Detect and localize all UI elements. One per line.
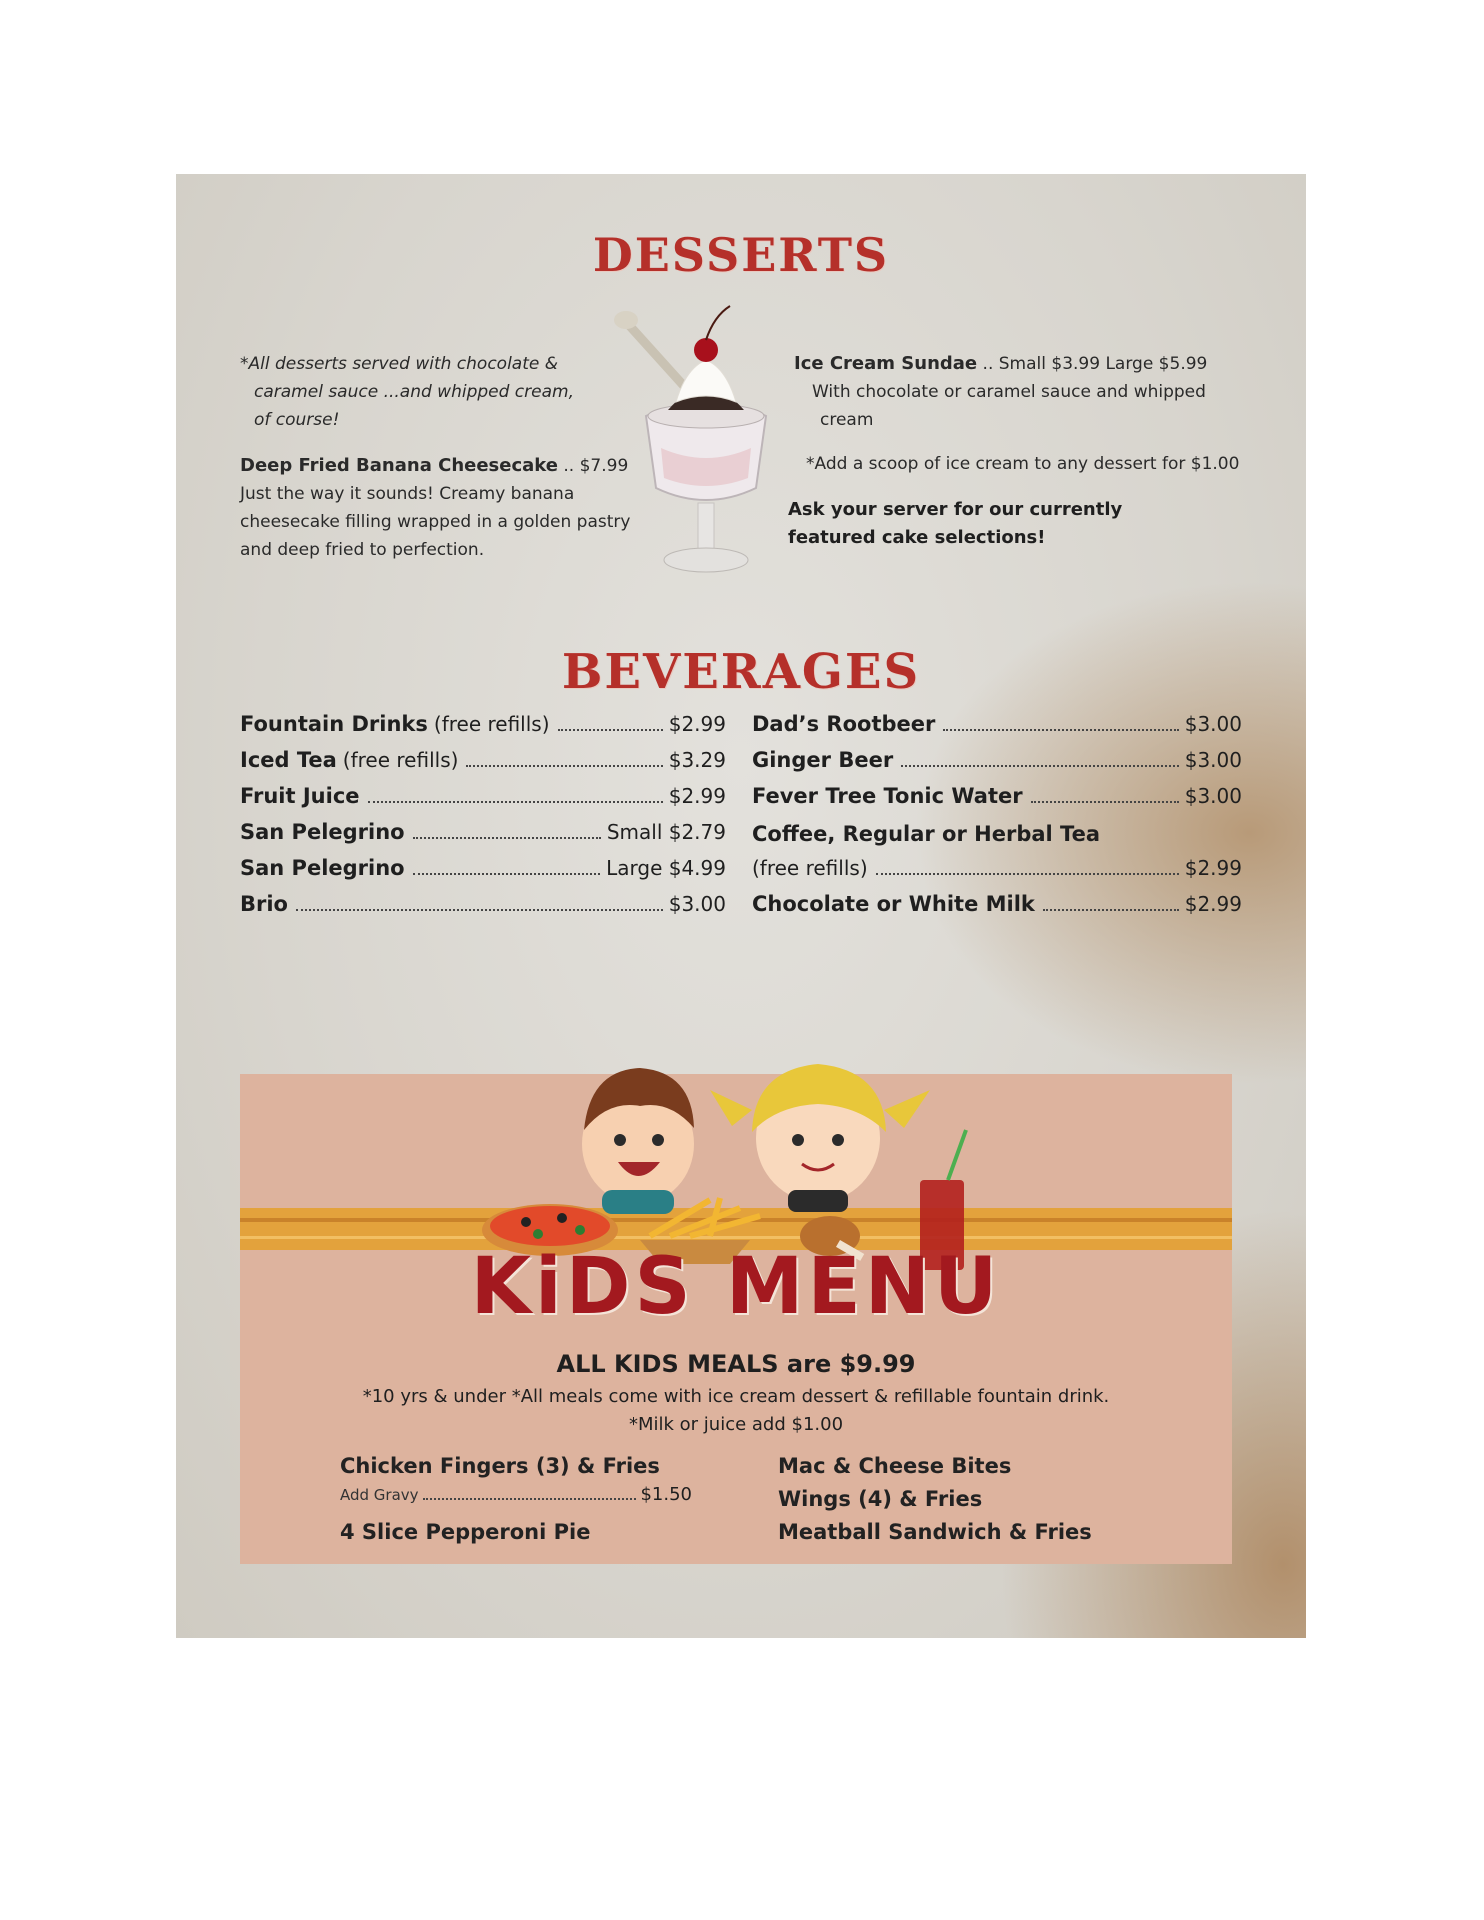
desserts-note xyxy=(240,350,600,434)
cake-selections-note xyxy=(788,496,1258,552)
beverage-name: Iced Tea xyxy=(240,748,337,772)
leader-dots xyxy=(901,765,1179,767)
scoop-note: *Add a scoop of ice cream to any dessert for $1.00 xyxy=(806,454,1240,474)
beverage-price: $2.99 xyxy=(1184,856,1242,880)
beverage-price: $3.00 xyxy=(1184,748,1242,772)
beverage-name: Dad’s Rootbeer xyxy=(752,712,936,736)
desserts-note-line: *All desserts served with chocolate & xyxy=(240,354,559,374)
desserts-note-line: of course! xyxy=(254,410,340,430)
beverage-price: $2.99 xyxy=(1184,892,1242,916)
leader-dots xyxy=(876,873,1179,875)
kids-item: Mac & Cheese Bites xyxy=(778,1454,1012,1478)
kids-menu-panel xyxy=(240,1074,1232,1564)
kids-item: Meatball Sandwich & Fries xyxy=(778,1520,1092,1544)
desserts-title: DESSERTS xyxy=(592,228,890,282)
add-gravy-price: $1.50 xyxy=(640,1484,692,1505)
kids-menu-title: KiDS MENU xyxy=(470,1242,1002,1332)
beverage-price: Large $4.99 xyxy=(606,856,726,880)
beverage-row xyxy=(240,856,726,890)
banana-cheesecake-desc: and deep fried to perfection. xyxy=(240,540,485,560)
beverages-title: BEVERAGES xyxy=(561,644,921,700)
beverage-name: Fountain Drinks xyxy=(240,712,428,736)
beverage-price: $2.99 xyxy=(668,712,726,736)
beverage-price: $2.99 xyxy=(668,784,726,808)
beverage-name: Coffee, Regular or Herbal Tea xyxy=(752,822,1100,846)
ice-cream-sundae-price: .. Small $3.99 Large $5.99 xyxy=(982,354,1208,374)
cake-selections-line: featured cake selections! xyxy=(788,527,1046,548)
beverage-row xyxy=(752,784,1242,818)
beverage-note: (free refills) xyxy=(752,856,868,880)
beverage-row xyxy=(752,822,1242,856)
beverage-row xyxy=(240,892,726,926)
add-gravy-row xyxy=(340,1484,692,1505)
ice-cream-sundae-image xyxy=(606,298,806,598)
beverage-name: San Pelegrino xyxy=(240,820,405,844)
leader-dots xyxy=(466,765,662,767)
beverage-row xyxy=(240,784,726,818)
leader-dots xyxy=(1043,909,1179,911)
beverage-row xyxy=(240,820,726,854)
leader-dots xyxy=(943,729,1178,731)
banana-cheesecake-name: Deep Fried Banana Cheesecake xyxy=(240,455,558,476)
beverage-note: (free refills) xyxy=(433,712,550,736)
kids-menu-note: *Milk or juice add $1.00 xyxy=(628,1414,844,1435)
banana-cheesecake-desc: cheesecake filling wrapped in a golden pastry xyxy=(240,512,631,532)
beverage-row xyxy=(752,748,1242,782)
beverage-price: $3.29 xyxy=(668,748,726,772)
beverage-name: Chocolate or White Milk xyxy=(752,892,1035,916)
beverage-note: (free refills) xyxy=(342,748,459,772)
kids-item: Wings (4) & Fries xyxy=(778,1487,983,1511)
ice-cream-sundae-desc: With chocolate or caramel sauce and whipped xyxy=(812,382,1206,402)
beverage-row xyxy=(752,892,1242,926)
ice-cream-sundae-desc: cream xyxy=(820,410,874,430)
beverage-price: $3.00 xyxy=(1184,784,1242,808)
beverage-name: Brio xyxy=(240,892,288,916)
beverage-name: Fever Tree Tonic Water xyxy=(752,784,1023,808)
kids-item: 4 Slice Pepperoni Pie xyxy=(340,1520,591,1544)
leader-dots xyxy=(296,909,663,911)
leader-dots xyxy=(1031,801,1179,803)
menu-page xyxy=(176,174,1306,1638)
cake-selections-line: Ask your server for our currently xyxy=(788,499,1123,520)
desserts-note-line: caramel sauce ...and whipped cream, xyxy=(254,382,574,402)
beverage-row xyxy=(752,856,1242,890)
ice-cream-sundae-item xyxy=(794,350,1264,434)
kids-menu-note: *10 yrs & under *All meals come with ice cream dessert & refillable fountain drink. xyxy=(362,1386,1110,1407)
banana-cheesecake-price: .. $7.99 xyxy=(563,456,629,476)
beverage-row xyxy=(240,712,726,746)
kids-menu-headline: ALL KIDS MEALS are $9.99 xyxy=(556,1350,916,1378)
banana-cheesecake-desc: Just the way it sounds! Creamy banana xyxy=(240,484,575,504)
beverage-name: San Pelegrino xyxy=(240,856,405,880)
beverage-price: $3.00 xyxy=(668,892,726,916)
leader-dots xyxy=(558,729,663,731)
leader-dots xyxy=(413,837,601,839)
kids-item: Chicken Fingers (3) & Fries xyxy=(340,1454,660,1478)
leader-dots xyxy=(368,801,663,803)
beverage-row xyxy=(752,712,1242,746)
leader-dots xyxy=(413,873,601,875)
ice-cream-sundae-name: Ice Cream Sundae xyxy=(794,353,978,374)
add-gravy-label: Add Gravy xyxy=(340,1486,419,1504)
beverage-name: Fruit Juice xyxy=(240,784,360,808)
beverage-price: $3.00 xyxy=(1184,712,1242,736)
beverage-name: Ginger Beer xyxy=(752,748,894,772)
leader-dots xyxy=(423,1498,637,1500)
beverage-price: Small $2.79 xyxy=(606,820,726,844)
beverage-row xyxy=(240,748,726,782)
